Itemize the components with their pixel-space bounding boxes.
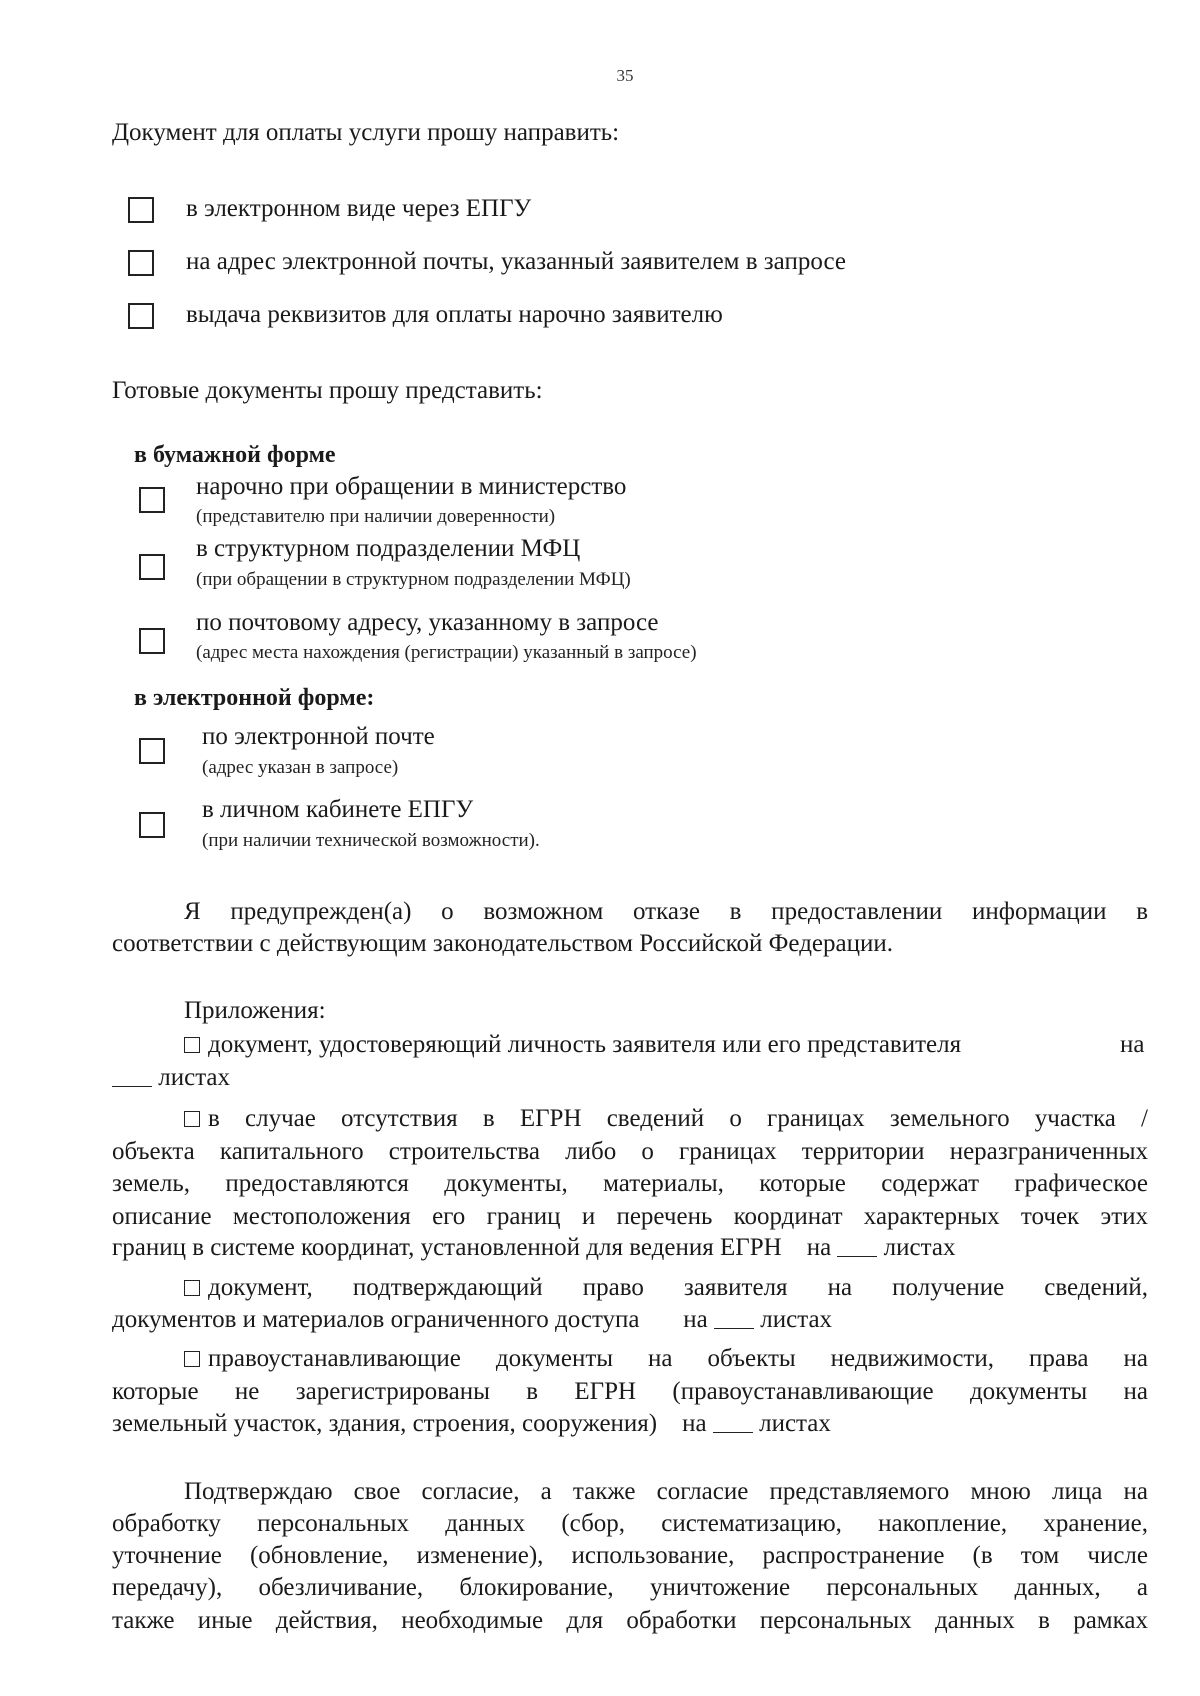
paper-option-ministry-checkbox[interactable] (139, 487, 165, 513)
attachment-1-checkbox[interactable] (184, 1037, 200, 1053)
delivery-heading: Готовые документы прошу представить: (112, 377, 543, 404)
electronic-option-email-checkbox[interactable] (139, 738, 165, 764)
paper-option-mfc-label: в структурном подразделении МФЦ (196, 535, 581, 562)
attachment-4-na: на (682, 1410, 707, 1437)
attachment-3-na: на (683, 1306, 708, 1333)
attachment-3-text-1: документ, подтверждающий право заявителя на получение сведений, (208, 1274, 1148, 1301)
paper-option-post-label: по почтовому адресу, указанному в запросе (196, 609, 659, 636)
payment-option-hand-checkbox[interactable] (128, 303, 154, 329)
consent-line-4: передачу), обезличивание, блокирование, уничтожение персональных данных, а (112, 1574, 1148, 1601)
attachment-2-checkbox[interactable] (184, 1111, 200, 1127)
attachment-1-sheets-word: листах (158, 1064, 231, 1091)
paper-option-mfc-checkbox[interactable] (139, 554, 165, 580)
attachment-4-line-1 (184, 1343, 1148, 1376)
attachment-2-sheets-word: листах (883, 1234, 956, 1261)
attachment-3-sheets-blank[interactable] (714, 1308, 754, 1329)
attachment-1-text: документ, удостоверяющий личность заявителя или его представителя (208, 1031, 962, 1058)
attachment-3-line-1 (184, 1272, 1148, 1305)
attachment-2-line-4: описание местоположения его границ и перечень координат характерных точек этих (112, 1203, 1148, 1230)
consent-line-2: обработку персональных данных (сбор, систематизацию, накопление, хранение, (112, 1510, 1148, 1537)
attachment-2-line-1 (184, 1103, 1148, 1136)
attachment-4-sheets-blank[interactable] (713, 1412, 753, 1433)
attachment-1-line (184, 1030, 961, 1060)
payment-option-email-label: на адрес электронной почты, указанный заявителем в запросе (186, 248, 846, 275)
warning-line-1: Я предупрежден(а) о возможном отказе в предоставлении информации в (184, 898, 1148, 925)
electronic-form-title: в электронной форме: (134, 685, 375, 711)
electronic-option-cabinet-note: (при наличии технической возможности). (202, 830, 540, 851)
attachment-2-line-3: земель, предоставляются документы, материалы, которые содержат графическое (112, 1170, 1148, 1197)
consent-line-5: также иные действия, необходимые для обработки персональных данных в рамках (112, 1607, 1148, 1634)
payment-option-email-checkbox[interactable] (128, 250, 154, 276)
electronic-option-email-label: по электронной почте (202, 723, 435, 750)
attachment-2-line-5 (112, 1233, 955, 1263)
attachments-heading: Приложения: (184, 997, 326, 1024)
page-number: 35 (616, 66, 634, 85)
payment-heading: Документ для оплаты услуги прошу направить: (112, 119, 620, 146)
payment-option-epgu-checkbox[interactable] (128, 197, 154, 223)
attachment-2-na: на (806, 1234, 832, 1261)
attachment-3-text-last: документов и материалов ограниченного доступа (112, 1306, 640, 1333)
attachment-3-sheets-word: листах (760, 1306, 833, 1333)
paper-option-post-checkbox[interactable] (139, 628, 165, 654)
electronic-option-cabinet-label: в личном кабинете ЕПГУ (202, 796, 474, 823)
attachment-1-na: на (1120, 1031, 1145, 1058)
paper-option-post-note: (адрес места нахождения (регистрации) указанный в запросе) (196, 642, 697, 663)
attachment-2-sheets-blank[interactable] (837, 1236, 877, 1257)
electronic-option-cabinet-checkbox[interactable] (139, 812, 165, 838)
attachment-4-checkbox[interactable] (184, 1351, 200, 1367)
attachment-4-text-1: правоустанавливающие документы на объекты недвижимости, права на (208, 1345, 1148, 1372)
attachment-4-sheets-word: листах (759, 1410, 831, 1437)
attachment-4-line-2: которые не зарегистрированы в ЕГРН (правоустанавливающие документы на (112, 1378, 1148, 1405)
attachment-2-text-last: границ в системе координат, установленной для ведения ЕГРН (112, 1234, 782, 1261)
payment-option-hand-label: выдача реквизитов для оплаты нарочно заявителю (186, 301, 723, 328)
electronic-option-email-note: (адрес указан в запросе) (202, 757, 399, 778)
warning-line-2: соответствии с действующим законодательством Российской Федерации. (112, 930, 893, 957)
attachment-3-line-2 (112, 1305, 832, 1335)
attachment-4-line-3 (112, 1409, 831, 1439)
consent-line-1: Подтверждаю свое согласие, а также согласие представляемого мною лица на (184, 1478, 1148, 1505)
attachment-4-text-last: земельный участок, здания, строения, сооружения) (112, 1410, 658, 1437)
attachment-1-sheets-blank[interactable] (112, 1066, 152, 1087)
attachment-2-text-1: в случае отсутствия в ЕГРН сведений о границах земельного участка / (208, 1105, 1148, 1132)
paper-form-title: в бумажной форме (134, 442, 336, 468)
payment-option-epgu-label: в электронном виде через ЕПГУ (186, 195, 532, 222)
paper-option-ministry-label: нарочно при обращении в министерство (196, 473, 627, 500)
attachment-3-checkbox[interactable] (184, 1280, 200, 1296)
attachment-1-sheets-line (112, 1063, 230, 1093)
attachment-2-line-2: объекта капитального строительства либо о границах территории неразграниченных (112, 1138, 1148, 1165)
consent-line-3: уточнение (обновление, изменение), использование, распространение (в том числе (112, 1542, 1148, 1569)
paper-option-ministry-note: (представителю при наличии доверенности) (196, 506, 556, 527)
paper-option-mfc-note: (при обращении в структурном подразделении МФЦ) (196, 569, 631, 590)
